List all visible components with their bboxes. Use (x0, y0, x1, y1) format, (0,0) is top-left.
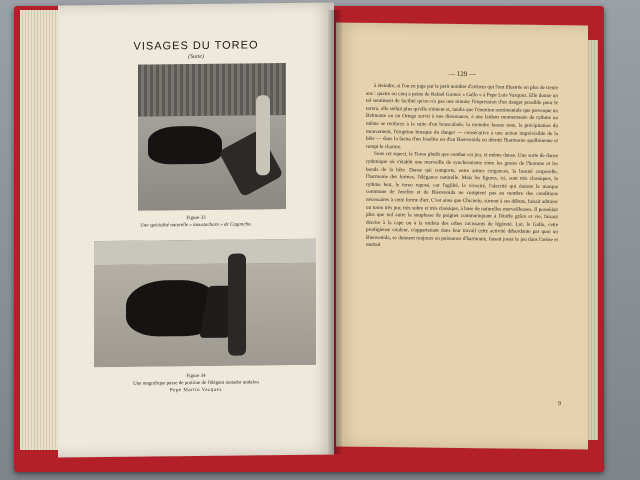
figure-34-caption: Une magnifique passe de poitrine de l'élégant matador andalou (133, 380, 259, 387)
left-page (58, 3, 334, 458)
left-page-edges (20, 10, 60, 450)
page-number: — 129 — (448, 69, 476, 79)
paragraph: à éteindre, si l'on en juge par le petit nombre d'artistes qui l'ont illustrée en plus de trente ans : quatre ou cinq à peine de Rafael Gomez « Gallo » à Pepe Luis Vazquez. Elle donne un tel sentiment de facilité qu'on n'a pas une minute l'impression d'un danger possible pour le torero, elle séduit plus qu'elle n'émeut et, tandis que l'émotion sentimentale que provoque un Belmonte ou un Ortega survit à une dissonance, à une laideur momentanée de rythme ou même se renforce à la suite d'un bousculade, la moindre fausse note, la précipitation du mouvement, l'éruption brusque du danger — consécutive à une action imprévisible de la bête — dans la faena d'un Joselito ou d'un Bienvenida en détruit l'harmonie apollinienne et rompt le charme. (366, 82, 558, 151)
figure-34-label: Figure 34 (186, 373, 206, 380)
figure-33-label: Figure 33 (186, 215, 206, 222)
body-text (366, 83, 558, 252)
book-gutter (328, 10, 342, 454)
figure-33-caption: Une spécialité naturelle « moustacharo » de Cagancho. (140, 222, 252, 229)
matador-figure-2 (228, 253, 246, 355)
paragraph: Sous cet aspect, le Toreo plutôt que combat est jeu, et même danse. Une sorte de danse rythmique où s'établit une merveille de synchronisme entre les gestes de l'homme et les bonds de la bête. Danse qui comporte, entre autres exigences, la beauté corporelle, l'harmonie des formes, l'élégance naturelle. Mais les figures, ici, sont très classiques, le rythme lent, le toreo reposé, car l'agilité, la vivacité, l'alacrité qui étaient la marque commune de Joselito et de Bienvenida ne comptent pas au nombre des conditions nécessaires à cette forme d'art. C'est ainsi que Chicuelo, surtout à ses débuts, faisait admirer un toreo très pur, très sobre et très classique, à base de naturelles merveilleuses. Il possédait plus que nul autre la souplesse de poignet communiquant à l'étoffe grâce et vie, faisant décrire à la cape ou à la muleta des orbes ravissants de légèreté. Lui, le Gallo, cette prodigieuse couleur, n'appartenant dans leur travail cette activité débordante par quoi un Bienvenida, se donnent toujours en puissance d'harmonie, faisait jouer le jeu dans l'arène et mettait (366, 151, 558, 249)
bull-silhouette (148, 126, 222, 165)
chapter-subtitle: (Suite) (188, 53, 204, 61)
bullfight-photo-1 (138, 63, 286, 211)
figure-34-credit: Pepe Martin Vazquez (169, 387, 223, 394)
matador-figure (256, 95, 270, 175)
chapter-title: VISAGES DU TOREO (133, 39, 259, 53)
signature-mark: 9 (558, 401, 561, 408)
right-page (336, 22, 588, 449)
bullfight-photo-2 (94, 239, 316, 367)
barrier-wall (94, 239, 316, 265)
